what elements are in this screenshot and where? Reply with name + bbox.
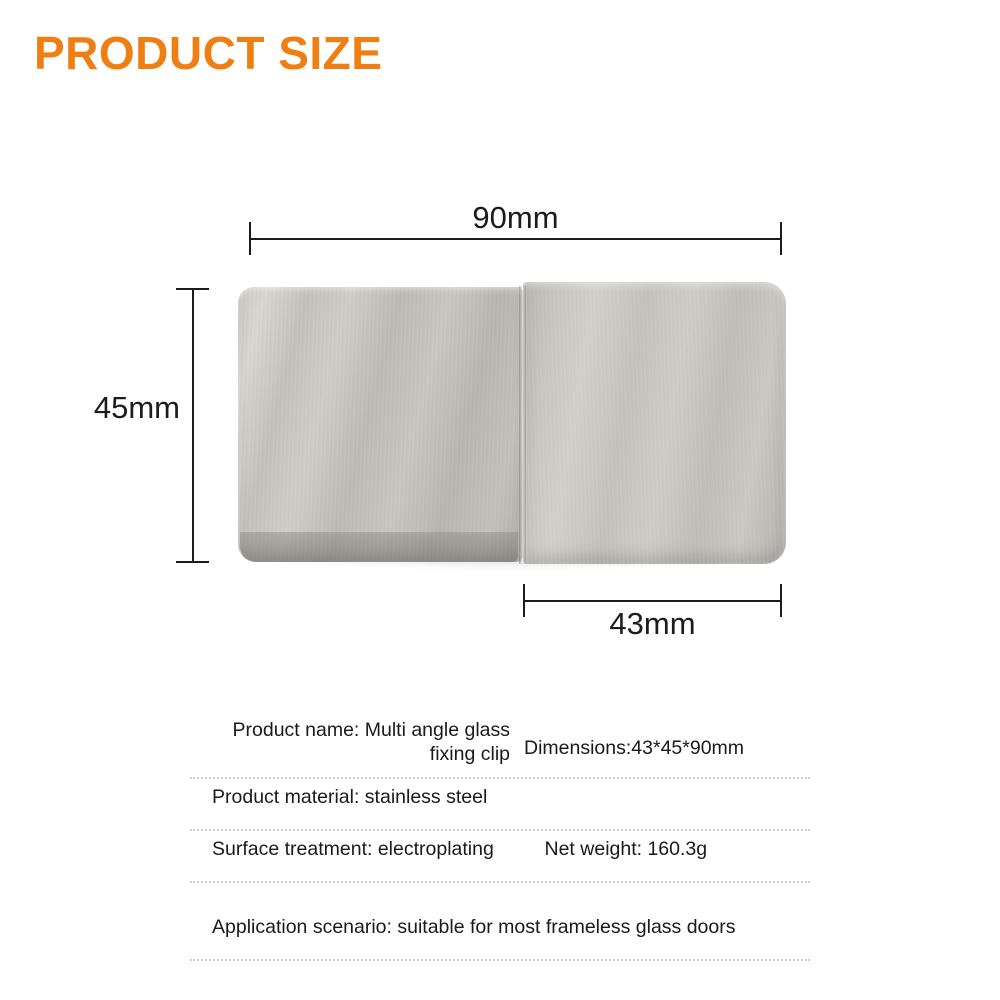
spec-spacer: [190, 883, 810, 909]
dimension-width-label: 90mm: [472, 200, 559, 235]
product-block-left-edge: [240, 532, 518, 562]
dimension-height-label: 45mm: [93, 390, 180, 425]
spec-product-material: Product material: stainless steel: [212, 785, 488, 808]
product-image: [238, 282, 786, 564]
product-seam: [519, 286, 526, 564]
product-block-left: [238, 287, 523, 562]
spec-surface-treatment: Surface treatment: electroplating: [212, 837, 494, 860]
page-title: PRODUCT SIZE: [34, 27, 383, 79]
table-row: [190, 779, 810, 831]
dimension-top-line: [249, 238, 782, 240]
dimension-depth-label: 43mm: [609, 606, 696, 641]
table-row: [190, 712, 810, 779]
spec-dimensions: Dimensions:43*45*90mm: [524, 737, 745, 759]
spec-application-scenario: Application scenario: suitable for most frameless glass doors: [212, 915, 736, 938]
table-row: [190, 831, 810, 883]
spec-net-weight: Net weight: 160.3g: [544, 837, 708, 860]
dimension-left-line: [192, 288, 194, 563]
spec-table: [190, 712, 810, 961]
dimension-bottom-line: [523, 600, 782, 602]
spec-product-name: Product name: Multi angle glass fixing clip: [232, 719, 510, 766]
table-row: [190, 909, 810, 961]
product-block-right: [523, 282, 786, 564]
